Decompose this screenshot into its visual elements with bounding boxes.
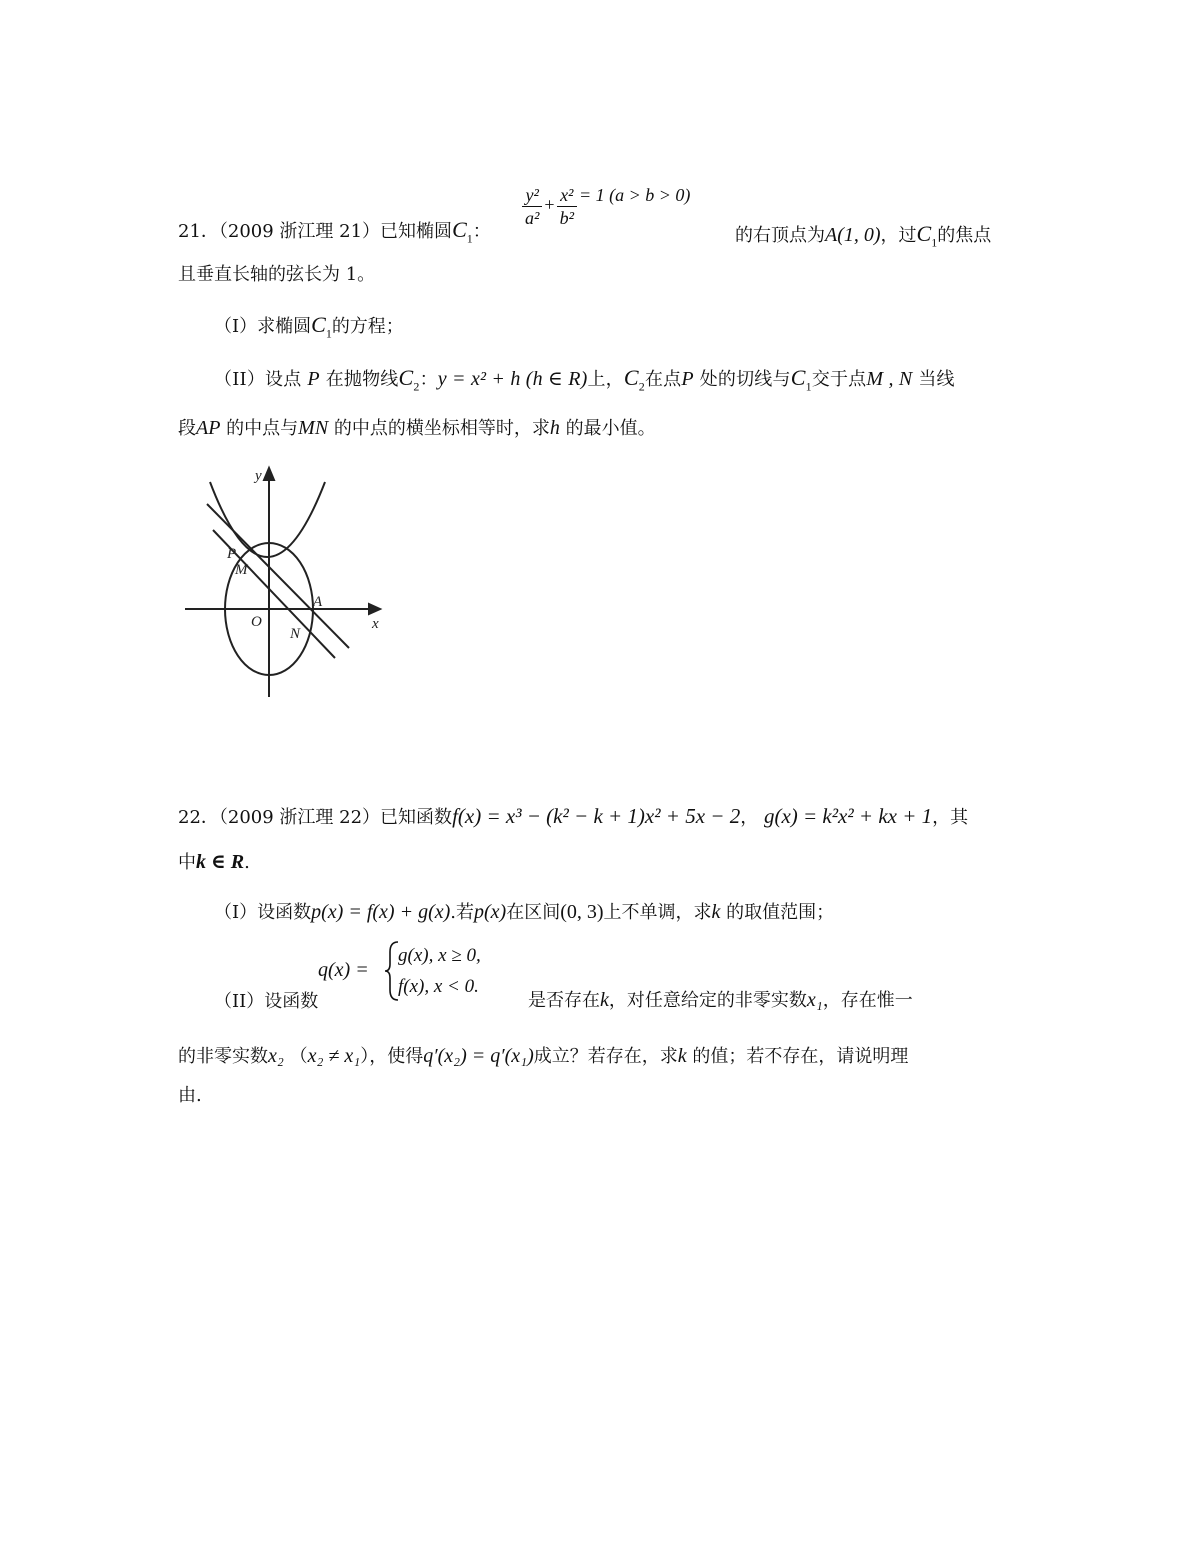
q-case-2: f(x), x < 0. (398, 976, 479, 997)
q21-part2-line1: （II）设点 P 在抛物线$C_2$：y = x² + h (h ∈ R)上，$C_2$在点P 处的切线与$C_1$交于点M , N 当线 (214, 365, 955, 394)
label-x: x (372, 616, 379, 632)
parabola-name: $C_2$ (398, 365, 420, 394)
q-case-1: g(x), x ≥ 0, (398, 945, 481, 966)
ellipse-name: $C_1$ (452, 217, 473, 246)
fraction-y2-a2: $\frac{\text{y²}}{\text{a²}}$ (522, 184, 542, 229)
ellipse-parabola-figure (175, 462, 395, 702)
label-N: N (290, 626, 301, 642)
label-A: A (313, 594, 323, 610)
q-prime-equation: q′(x₂) = q′(x₁) (423, 1045, 534, 1067)
parabola-equation: y = x² + h (h ∈ R) (437, 368, 588, 390)
q22-part1: （I）设函数p(x) = f(x) + g(x).若p(x)在区间(0, 3)上不单调，求k 的取值范围； (214, 901, 835, 923)
ellipse-name-2: $C_1$ (916, 221, 938, 250)
q21-intro: 21．（2009 浙江理 21）已知椭圆 (178, 221, 453, 242)
segment-MN: MN (298, 417, 329, 439)
q21-part2-line2: 段AP 的中点与MN 的中点的横坐标相等时，求h 的最小值。 (178, 417, 656, 439)
point-A: A(1, 0) (825, 224, 881, 246)
q22-part2-line2: 的非零实数x₂ （x₂ ≠ x₁），使得q′(x₂) = q′(x₁)成立？若存在，求k 的值；若不存在，请说明理 (178, 1045, 909, 1067)
q22-line1: 22．（2009 浙江理 22）已知函数f(x) = x³ − (k² − k + 1)x² + 5x − 2， g(x) = k²x² + kx + 1，其 (178, 804, 969, 828)
k-in-R: k ∈ R (196, 851, 245, 873)
interval: (0, 3) (560, 901, 604, 923)
fraction-x2-b2: $\frac{\text{x²}}{\text{b²}}$ (557, 184, 577, 229)
q22-line6: 由. (178, 1085, 202, 1106)
q21-line1-right: 的右顶点为A(1, 0)，过$C_1$的焦点 (735, 221, 992, 250)
p-definition: p(x) = f(x) + g(x) (311, 901, 451, 923)
label-P: P (227, 546, 237, 562)
segment-AP: AP (196, 417, 221, 439)
label-y: y (255, 468, 262, 484)
q22-part2-line1-right: 是否存在k，对任意给定的非零实数x₁，存在惟一 (528, 989, 913, 1011)
ellipse-equation: $\frac{\text{y²}}{\text{a²}}$ + $\frac{\text{x²}}{\text{b²}}$ = 1 (a > b > 0) (520, 184, 690, 229)
f-definition: f(x) = x³ − (k² − k + 1)x² + 5x − 2 (452, 804, 741, 828)
q22-line2: 中k ∈ R. (178, 851, 250, 873)
y-axis-arrow (264, 468, 274, 480)
colon: ： (472, 221, 491, 242)
label-M: M (235, 562, 248, 578)
q-piecewise-lhs: q(x) = (318, 959, 369, 981)
g-definition: g(x) = k²x² + kx + 1 (763, 804, 933, 828)
label-O: O (251, 614, 262, 630)
ellipse-name-3: $C_1$ (311, 312, 332, 341)
q22-part2-line1: （II）设函数 (214, 991, 319, 1012)
x-axis-arrow (369, 604, 380, 614)
tangent-line (207, 504, 349, 648)
q21-line2: 且垂直长轴的弦长为 1。 (178, 264, 376, 285)
x2-not-equal-x1: x₂ ≠ x₁ (307, 1045, 361, 1067)
q21-line1 (178, 218, 491, 250)
q21-part1: （I）求椭圆$C_1$的方程； (214, 312, 404, 341)
